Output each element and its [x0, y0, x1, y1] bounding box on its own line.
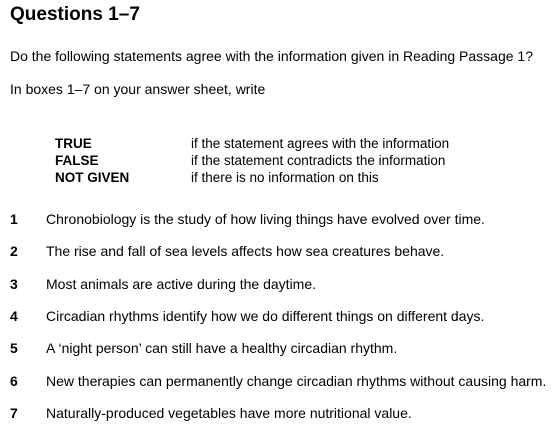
legend-term: TRUE: [55, 136, 92, 151]
question-text: Chronobiology is the study of how living things have evolved over time.: [46, 211, 485, 228]
legend-description: if the statement agrees with the information: [191, 136, 450, 151]
section-heading: Questions 1–7: [10, 4, 140, 25]
legend-term: NOT GIVEN: [55, 170, 130, 185]
question-text: The rise and fall of sea levels affects how sea creatures behave.: [46, 243, 445, 260]
question-item: [10, 300, 555, 332]
question-item: [10, 203, 555, 235]
legend-row-false: [55, 152, 535, 169]
question-text: Naturally-produced vegetables have more nutritional value.: [46, 404, 412, 421]
question-number: 5: [10, 340, 18, 357]
question-item: [10, 268, 555, 300]
legend-description: if there is no information on this: [191, 170, 379, 185]
question-text: A ‘night person’ can still have a healthy circadian rhythm.: [46, 340, 398, 357]
question-number: 4: [10, 308, 18, 325]
question-number: 7: [10, 404, 18, 421]
question-number: 3: [10, 275, 18, 292]
question-item: [10, 235, 555, 267]
question-number: 1: [10, 211, 18, 228]
question-item: [10, 332, 555, 364]
question-item: [10, 397, 555, 429]
legend-row-true: [55, 135, 535, 152]
legend-term: FALSE: [55, 153, 99, 168]
answer-key-legend: [55, 135, 535, 186]
question-number: 6: [10, 372, 18, 389]
question-text: Circadian rhythms identify how we do different things on different days.: [46, 308, 485, 325]
legend-row-not-given: [55, 169, 535, 186]
legend-description: if the statement contradicts the information: [191, 153, 446, 168]
question-item: [10, 364, 555, 396]
question-number: 2: [10, 243, 18, 260]
instruction-line-1: Do the following statements agree with the information given in Reading Passage 1?: [10, 48, 533, 64]
question-text: Most animals are active during the daytime.: [46, 275, 317, 292]
instruction-line-2: In boxes 1–7 on your answer sheet, write: [10, 81, 266, 97]
question-list: [10, 203, 555, 429]
question-text: New therapies can permanently change circadian rhythms without causing harm.: [46, 372, 547, 389]
